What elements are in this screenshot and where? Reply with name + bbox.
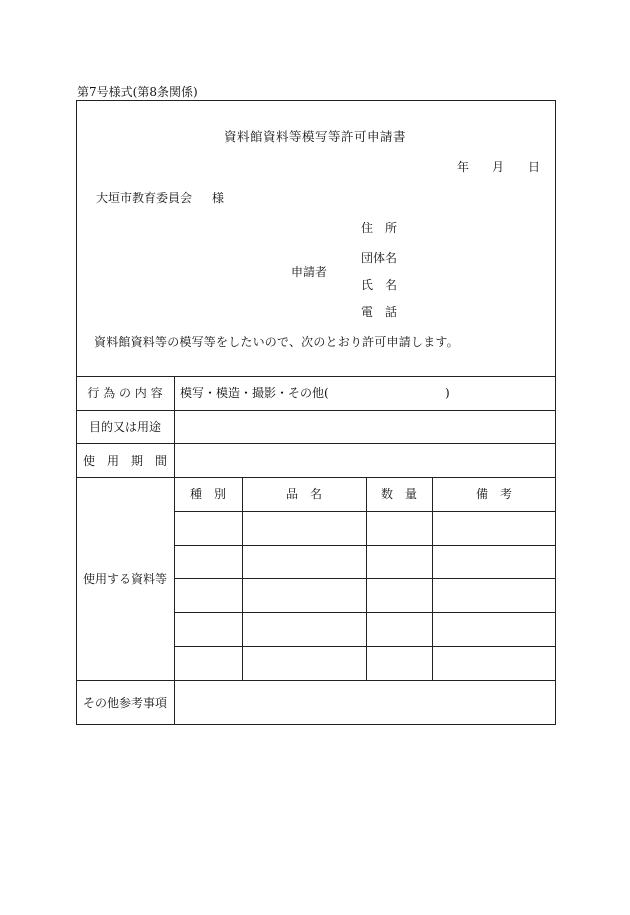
act-label: 行 為 の 内 容 (87, 386, 163, 400)
rule-material-row-2 (174, 578, 556, 579)
rule-period-bottom (76, 477, 556, 478)
applicant-name-label: 氏 名 (361, 278, 398, 292)
applicant-label: 申請者 (291, 265, 328, 279)
material-header-remarks: 備 考 (475, 487, 512, 501)
rule-header-bottom (76, 376, 556, 377)
form-number: 第7号様式(第8条関係) (77, 85, 198, 99)
period-field[interactable] (176, 444, 554, 476)
other-notes-label: その他参考事項 (82, 696, 167, 710)
rule-quantity-column (432, 477, 433, 680)
act-close-paren: ) (445, 386, 450, 400)
rule-material-row-3 (174, 612, 556, 613)
rule-type-column (242, 477, 243, 680)
date-day-label: 日 (528, 160, 541, 174)
rule-material-row-1 (174, 545, 556, 546)
addressee-name: 大垣市教育委員会 (96, 191, 193, 205)
rule-material-header-bottom (174, 511, 556, 512)
rule-material-row-4 (174, 646, 556, 647)
material-header-quantity: 数 量 (380, 487, 417, 501)
applicant-phone-label: 電 話 (361, 305, 398, 319)
form-title: 資料館資料等模写等許可申請書 (223, 129, 406, 144)
purpose-label: 目的又は用途 (88, 420, 161, 434)
applicant-organization-label: 団体名 (361, 251, 398, 265)
date-month-label: 月 (492, 160, 505, 174)
other-notes-field[interactable] (176, 681, 554, 723)
material-header-item-name: 品 名 (285, 487, 322, 501)
rule-label-column (174, 376, 175, 725)
purpose-field[interactable] (176, 411, 554, 442)
application-statement: 資料館資料等の模写等をしたいので、次のとおり許可申請します。 (94, 335, 459, 349)
addressee-honorific: 様 (212, 191, 225, 205)
rule-item-column (366, 477, 367, 680)
act-options: 模写・模造・撮影・その他( (180, 386, 329, 400)
material-header-type: 種 別 (189, 487, 226, 501)
materials-label: 使用する資料等 (82, 572, 167, 586)
date-year-label: 年 (457, 160, 470, 174)
period-label: 使 用 期 間 (82, 454, 167, 468)
applicant-address-label: 住 所 (361, 221, 398, 235)
